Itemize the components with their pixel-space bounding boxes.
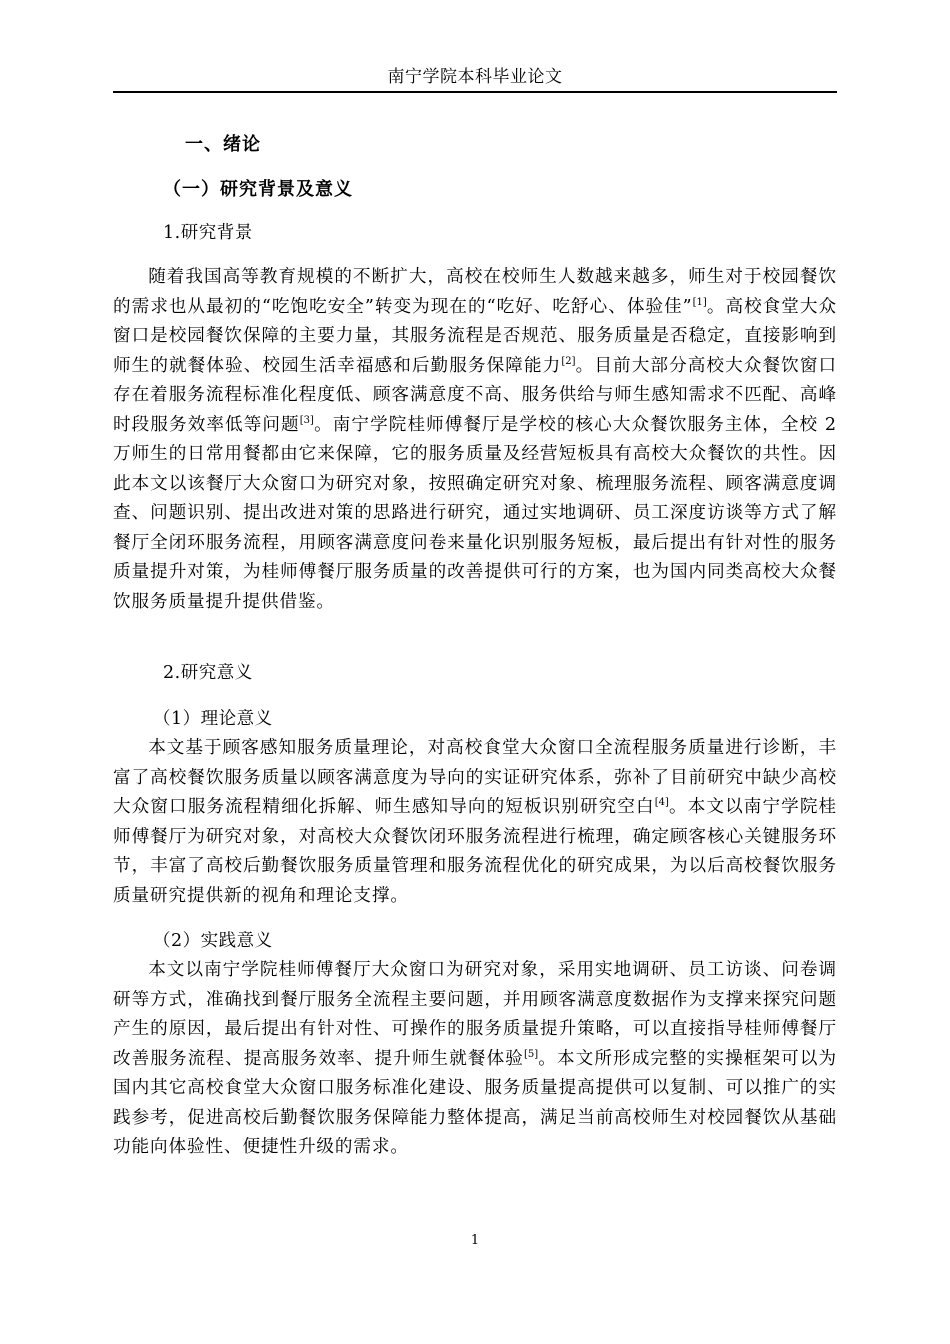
paragraph-theoretical-significance [113,734,837,911]
subheading-theoretical: （1）理论意义 [153,709,273,729]
text-run: 本文基于顾客感知服务质量理论，对高校食堂大众窗口全流程服务质量进行诊断，丰富了高校餐饮服务质量以顾客满意度为导向的实证研究体系，弥补了目前研究中缺少高校大众窗口服务流程精细化拆解、师生感知导向的短板识别研究空白 [113,738,837,817]
text-run: 本文以南宁学院桂师傅餐厅大众窗口为研究对象，采用实地调研、员工访谈、问卷调研等方式，准确找到餐厅服务全流程主要问题，并用顾客满意度数据作为支撑来探究问题产生的原因，最后提出有针对性、可操作的服务质量提升策略，可以直接指导桂师傅餐厅改善服务流程、提高服务效率、提升师生就餐体验 [113,960,837,1069]
page-header-title: 南宁学院本科毕业论文 [387,67,563,87]
citation-ref: [5] [523,1048,539,1060]
chapter-heading: 一、绪论 [185,134,261,155]
header-rule [113,91,837,93]
page-number: 1 [470,1233,480,1248]
citation-ref: [4] [654,797,669,808]
text-run: 。本文所形成完整的实操框架可以为国内其它高校食堂大众窗口服务标准化建设、服务质量提高提供可以复制、可以推广的实践参考，促进高校后勤餐饮服务保障能力整体提高，满足当前高校师生对校园餐饮从基础功能向体验性、便捷性升级的需求。 [113,1048,837,1157]
subsection-heading-background: 1.研究背景 [163,223,253,243]
text-run: 。本文以南宁学院桂师傅餐厅为研究对象，对高校大众餐饮闭环服务流程进行梳理，确定顾客核心关键服务环节，丰富了高校后勤餐饮服务质量管理和服务流程优化的研究成果，为以后高校餐饮服务质量研究提供新的视角和理论支撑。 [113,797,837,906]
citation-ref: [1] [692,296,707,308]
section-heading: （一）研究背景及意义 [163,179,353,200]
text-run: 。目前大部分高校大众餐饮窗口存在着服务流程标准化程度低、顾客满意度不高、服务供给与师生感知需求不匹配、高峰时段服务效率低等问题 [113,355,837,435]
paragraph-practical-significance [113,956,837,1163]
citation-ref: [3] [299,414,314,426]
subsection-heading-significance: 2.研究意义 [163,663,253,683]
text-run: 随着我国高等教育规模的不断扩大，高校在校师生人数越来越多，师生对于校园餐饮的需求也从最初的“吃饱吃安全”转变为现在的“吃好、吃舒心、体验佳” [113,267,837,317]
citation-ref: [2] [561,355,576,367]
paragraph-research-background [113,263,837,617]
text-run: 。南宁学院桂师傅餐厅是学校的核心大众餐饮服务主体，全校 2 万师生的日常用餐都由它来保障，它的服务质量及经营短板具有高校大众餐饮的共性。因此本文以该餐厅大众窗口为研究对象，按照确定研究对象、梳理服务流程、顾客满意度调查、问题识别、提出改进对策的思路进行研究，通过实地调研、员工深度访谈等方式了解餐厅全闭环服务流程，用顾客满意度问卷来量化识别服务短板，最后提出有针对性的服务质量提升对策，为桂师傅餐厅服务质量的改善提供可行的方案，也为国内同类高校大众餐饮服务质量提升提供借鉴。 [113,414,837,612]
text-run: 。高校食堂大众窗口是校园餐饮保障的主要力量，其服务流程是否规范、服务质量是否稳定，直接影响到师生的就餐体验、校园生活幸福感和后勤服务保障能力 [113,296,837,376]
subheading-practical: （2）实践意义 [153,931,273,951]
